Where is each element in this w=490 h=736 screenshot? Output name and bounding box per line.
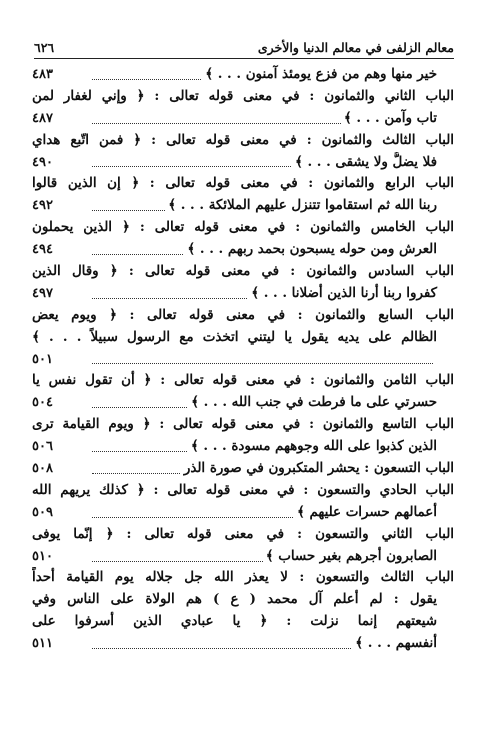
toc-entry-text: العرش ومن حوله يسبحون بحمد ربهم . . . ﴾	[184, 241, 437, 257]
toc-line	[32, 436, 454, 458]
table-of-contents	[32, 64, 454, 655]
toc-line	[32, 195, 454, 217]
toc-entry-text: الباب السادس والثمانون : في معنى قوله تعالى : ﴿ وقال الذين	[32, 263, 454, 280]
toc-entry-text: الباب السابع والثمانون : في معنى قوله تعالى : ﴿ ويوم يعض	[32, 306, 454, 323]
toc-line-text	[32, 567, 454, 589]
toc-entry-text: تاب وآمن . . . ﴾	[341, 110, 437, 126]
toc-page-number: ٥١٠	[32, 548, 53, 564]
toc-line	[32, 567, 454, 589]
toc-line	[32, 414, 454, 436]
toc-line-text	[32, 370, 454, 392]
toc-line	[32, 524, 454, 546]
toc-line-text	[32, 86, 454, 108]
toc-line-text	[92, 392, 437, 414]
toc-page-number: ٥٠٦	[32, 439, 53, 455]
toc-page-number: ٤٨٧	[32, 110, 53, 126]
toc-page-number: ٥٠٩	[32, 504, 53, 520]
toc-page-number: ٤٩٤	[32, 242, 53, 258]
toc-line-text	[92, 502, 437, 524]
toc-line-text	[92, 436, 437, 458]
toc-entry-text: الباب الثامن والثمانون : في معنى قوله تعالى : ﴿ أن تقول نفس يا	[32, 372, 454, 389]
toc-page-number: ٥٠٨	[32, 461, 53, 477]
toc-entry-text: الباب التسعون : يحشر المتكبرون في صورة الذر	[181, 460, 454, 476]
toc-line	[32, 589, 454, 611]
toc-entry-text: كفروا ربنا أرنا الذين أضلانا . . . ﴾	[248, 285, 437, 301]
toc-entry-text: فلا يضلُّ ولا يشقى . . . ﴾	[292, 154, 437, 170]
toc-entry-text: الباب الثاني والتسعون : في معنى قوله تعالى : ﴿ إنّما يوفى	[32, 525, 454, 542]
toc-entry-text: أعمالهم حسرات عليهم ﴾	[294, 504, 437, 520]
toc-line	[32, 392, 454, 414]
toc-entry-text: شيعتهم إنما نزلت : ﴿ يا عبادي الذين أسرفوا على	[32, 613, 437, 630]
toc-line	[32, 86, 454, 108]
toc-line	[32, 633, 454, 655]
toc-line	[32, 108, 454, 130]
toc-entry-text: الباب الرابع والثمانون : في معنى قوله تعالى : ﴿ إن الذين قالوا	[32, 175, 454, 192]
page-header	[34, 36, 454, 59]
toc-page-number: ٥٠١	[32, 351, 53, 367]
toc-entry-text: الباب الثالث والثمانون : في معنى قوله تعالى : ﴿ فمن اتّبع هداي	[32, 131, 454, 148]
toc-page-number: ٤٨٣	[32, 67, 53, 82]
toc-line-text	[32, 261, 454, 283]
running-title: معالم الزلفى في معالم الدنيا والأخرى	[257, 39, 454, 55]
toc-entry-text: يقول : لم أعلم آل محمد ( ع ) هم الولاة على الناس وفي	[32, 591, 437, 608]
toc-line-text	[32, 130, 454, 152]
toc-page-number: ٥١١	[32, 636, 53, 652]
toc-line-text	[32, 589, 437, 611]
page-number: ٦٢٦	[34, 39, 55, 55]
toc-line	[32, 305, 454, 327]
toc-line-text	[32, 480, 454, 502]
toc-line	[32, 261, 454, 283]
toc-line-text	[32, 611, 437, 633]
toc-line-text	[32, 173, 454, 195]
toc-line-text	[92, 239, 437, 261]
toc-line-text	[32, 524, 454, 546]
toc-line	[32, 64, 454, 86]
toc-line-text	[92, 283, 437, 305]
toc-entry-text: الظالم على يديه يقول يا ليتني اتخذت مع الرسول سبيلاً . . . ﴾	[32, 328, 437, 345]
toc-line	[32, 458, 454, 480]
toc-line	[32, 130, 454, 152]
toc-page-number: ٥٠٤	[32, 395, 53, 411]
toc-entry-text: ربنا الله ثم استقاموا تتنزل عليهم الملائكة . . . ﴾	[165, 197, 437, 213]
toc-entry-text: خير منها وهم من فزع يومئذ آمنون . . . ﴾	[202, 66, 437, 82]
toc-line	[32, 546, 454, 568]
toc-line-text	[92, 108, 437, 130]
toc-line-text	[92, 64, 437, 86]
toc-line-text	[32, 217, 454, 239]
toc-line	[32, 502, 454, 524]
toc-line-text	[92, 633, 437, 655]
toc-line-text	[92, 458, 454, 480]
toc-page-number: ٤٩٠	[32, 154, 53, 170]
toc-line	[32, 480, 454, 502]
toc-line	[32, 349, 454, 371]
toc-page-number: ٤٩٧	[32, 285, 53, 301]
toc-entry-text: حسرتي على ما فرطت في جنب الله . . . ﴾	[188, 394, 437, 410]
toc-entry-text: الباب الحادي والتسعون : في معنى قوله تعالى : ﴿ كذلك يريهم الله	[32, 481, 454, 498]
toc-line-text	[92, 195, 437, 217]
toc-entry-text: الباب الخامس والثمانون : في معنى قوله تعالى : ﴿ الذين يحملون	[32, 219, 454, 236]
toc-line	[32, 611, 454, 633]
toc-entry-text: الذين كذبوا على الله وجوههم مسودة . . . ﴾	[188, 438, 437, 454]
toc-line-text	[32, 414, 454, 436]
toc-entry-text: الصابرون أجرهم بغير حساب ﴾	[263, 548, 437, 564]
toc-line-text	[92, 152, 437, 174]
toc-line	[32, 173, 454, 195]
toc-line	[32, 327, 454, 349]
toc-entry-text: أنفسهم . . . ﴾	[352, 635, 437, 651]
toc-line	[32, 239, 454, 261]
toc-entry-text	[434, 351, 437, 367]
toc-line-text	[32, 305, 454, 327]
toc-line	[32, 217, 454, 239]
toc-entry-text: الباب الثالث والتسعون : لا يعذر الله جل جلاله يوم القيامة أحداً	[32, 569, 454, 586]
toc-line-text	[92, 349, 437, 371]
toc-line	[32, 370, 454, 392]
toc-line	[32, 283, 454, 305]
toc-line	[32, 152, 454, 174]
toc-entry-text: الباب التاسع والثمانون : في معنى قوله تعالى : ﴿ ويوم القيامة ترى	[32, 416, 454, 433]
toc-page-number: ٤٩٢	[32, 198, 53, 214]
toc-line-text	[92, 546, 437, 568]
toc-entry-text: الباب الثاني والثمانون : في معنى قوله تعالى : ﴿ وإني لغفار لمن	[32, 87, 454, 104]
toc-line-text	[32, 327, 437, 349]
